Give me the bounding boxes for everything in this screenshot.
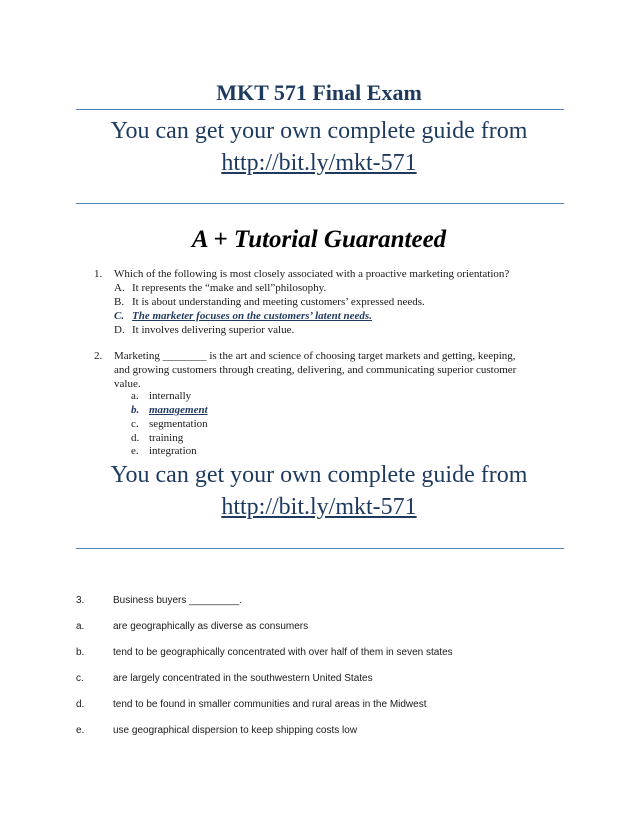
option-label: d.	[131, 432, 140, 444]
option-label: a.	[131, 390, 139, 402]
option-text: are largely concentrated in the southwestern United States	[113, 673, 373, 684]
option-text: internally	[149, 390, 192, 402]
tagline: A + Tutorial Guaranteed	[191, 226, 447, 253]
question-number: 3.	[76, 595, 85, 606]
guide-link[interactable]: http://bit.ly/mkt-571	[221, 150, 417, 176]
option-text: It involves delivering superior value.	[132, 324, 295, 336]
option-c-correct	[114, 310, 372, 323]
option-text: It is about understanding and meeting customers’ expressed needs.	[132, 296, 425, 308]
option-label: e.	[131, 445, 139, 457]
question-text-line-3: value.	[114, 378, 141, 390]
promo-divider-top	[76, 203, 564, 204]
option-a	[114, 282, 326, 295]
option-label: b.	[76, 647, 85, 658]
page-title: MKT 571 Final Exam	[216, 80, 422, 105]
option-label: B.	[114, 296, 125, 308]
option-a	[131, 390, 191, 403]
option-b	[114, 296, 425, 309]
option-text: training	[149, 432, 184, 444]
question-text: Which of the following is most closely associated with a proactive marketing orientation?	[114, 268, 510, 280]
option-d	[131, 432, 183, 445]
promo-text: You can get your own complete guide from	[110, 462, 528, 488]
option-label: b.	[131, 404, 140, 416]
option-label: e.	[76, 725, 85, 736]
option-b-correct	[131, 404, 208, 417]
option-text: segmentation	[149, 418, 208, 430]
promo-block-bottom	[60, 459, 578, 523]
option-label: A.	[114, 282, 125, 294]
promo-divider-bottom	[76, 548, 564, 549]
option-text: It represents the “make and sell”philosophy.	[132, 282, 327, 294]
option-text: tend to be geographically concentrated with over half of them in seven states	[113, 647, 453, 658]
option-text: use geographical dispersion to keep shipping costs low	[113, 725, 358, 736]
correct-answer-text: management	[149, 404, 208, 416]
option-label: c.	[76, 673, 84, 684]
question-number: 1.	[94, 268, 103, 280]
option-label: d.	[76, 699, 85, 710]
question-number: 2.	[94, 350, 103, 362]
option-c	[131, 418, 208, 431]
option-label: D.	[114, 324, 125, 336]
option-text: are geographically as diverse as consumers	[113, 621, 309, 632]
promo-text: You can get your own complete guide from	[110, 118, 528, 144]
promo-block-top	[60, 115, 578, 179]
correct-answer-text: The marketer focuses on the customers’ latent needs.	[132, 310, 372, 322]
question-text-line-1: Marketing ________ is the art and science of choosing target markets and getting, keeping,	[114, 350, 516, 362]
title-divider	[76, 109, 564, 110]
option-e	[131, 445, 197, 458]
guide-link[interactable]: http://bit.ly/mkt-571	[221, 494, 417, 520]
option-text: integration	[149, 445, 197, 457]
option-label: C.	[114, 310, 125, 322]
option-label: c.	[131, 418, 139, 430]
question-text: Business buyers _________.	[113, 595, 242, 606]
question-text-line-2: and growing customers through creating, delivering, and communicating superior customer	[114, 364, 517, 376]
option-d	[114, 324, 294, 337]
option-text: tend to be found in smaller communities and rural areas in the Midwest	[113, 699, 427, 710]
option-label: a.	[76, 621, 85, 632]
